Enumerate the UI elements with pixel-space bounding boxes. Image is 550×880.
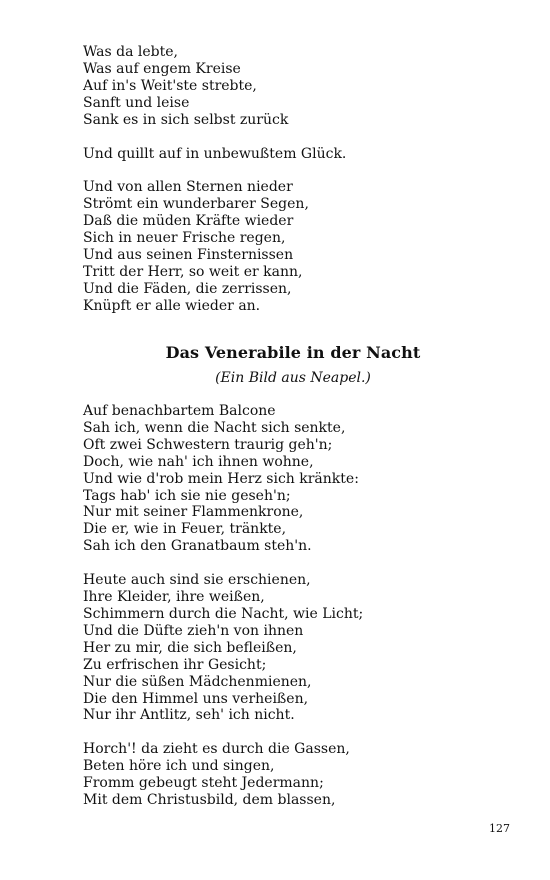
verse-line: Tritt der Herr, so weit er kann,: [83, 263, 303, 280]
stanza: [83, 146, 503, 163]
verse-line: Tags hab' ich sie nie geseh'n;: [83, 487, 291, 504]
verse-line: Sah ich den Granatbaum steh'n.: [83, 538, 312, 555]
stanza: [83, 179, 503, 314]
verse-line: Mit dem Christusbild, dem blassen,: [83, 792, 336, 809]
verse-line: Und quillt auf in unbewußtem Glück.: [83, 145, 347, 162]
verse-line: Und aus seinen Finsternissen: [83, 247, 294, 264]
verse-line: Nur mit seiner Flammenkrone,: [83, 504, 304, 521]
verse-line: Sank es in sich selbst zurück: [83, 111, 289, 128]
verse-line: Beten höre ich und singen,: [83, 758, 275, 775]
verse-line: Und von allen Sternen nieder: [83, 179, 293, 196]
verse-line: Und die Düfte zieh'n von ihnen: [83, 622, 304, 639]
verse-line: Oft zwei Schwestern traurig geh'n;: [83, 436, 333, 453]
poem-subtitle: (Ein Bild aus Neapel.): [215, 370, 371, 386]
verse-line: Auf benachbartem Balcone: [83, 403, 276, 419]
stanza: [83, 44, 503, 129]
verse-line: Die er, wie in Feuer, tränkte,: [83, 521, 287, 538]
stanza: [83, 403, 503, 555]
verse-line: Strömt ein wunderbarer Segen,: [83, 196, 309, 213]
verse-line: Und wie d'rob mein Herz sich kränkte:: [83, 470, 359, 487]
poem-continuation: [83, 44, 503, 332]
verse-line: Sich in neuer Frische regen,: [83, 230, 286, 247]
verse-line: Schimmern durch die Nacht, wie Licht;: [83, 605, 364, 622]
stanza: [83, 741, 503, 809]
verse-line: Sah ich, wenn die Nacht sich senkte,: [83, 419, 346, 436]
verse-line: Knüpft er alle wieder an.: [83, 297, 261, 314]
poem-body: [83, 403, 503, 826]
verse-line: Horch'! da zieht es durch die Gassen,: [83, 741, 350, 758]
poem-title: Das Venerabile in der Nacht: [165, 343, 421, 362]
verse-line: Her zu mir, die sich befleißen,: [83, 639, 297, 656]
verse-line: Heute auch sind sie erschienen,: [83, 572, 311, 589]
stanza: [83, 572, 503, 724]
verse-line: Ihre Kleider, ihre weißen,: [83, 589, 265, 606]
verse-line: Sanft und leise: [83, 94, 190, 111]
verse-line: Nur die süßen Mädchenmienen,: [83, 673, 312, 690]
verse-line: Auf in's Weit'ste strebte,: [83, 77, 257, 94]
verse-line: Doch, wie nah' ich ihnen wohne,: [83, 453, 314, 470]
verse-line: Die den Himmel uns verheißen,: [83, 690, 309, 707]
page-number: 127: [489, 822, 510, 835]
verse-line: Was auf engem Kreise: [83, 60, 241, 77]
verse-line: Zu erfrischen ihr Gesicht;: [83, 656, 267, 673]
verse-line: Fromm gebeugt steht Jedermann;: [83, 775, 324, 792]
verse-line: Daß die müden Kräfte wieder: [83, 213, 294, 230]
verse-line: Nur ihr Antlitz, seh' ich nicht.: [83, 707, 295, 724]
verse-line: Was da lebte,: [83, 44, 178, 60]
verse-line: Und die Fäden, die zerrissen,: [83, 280, 292, 297]
